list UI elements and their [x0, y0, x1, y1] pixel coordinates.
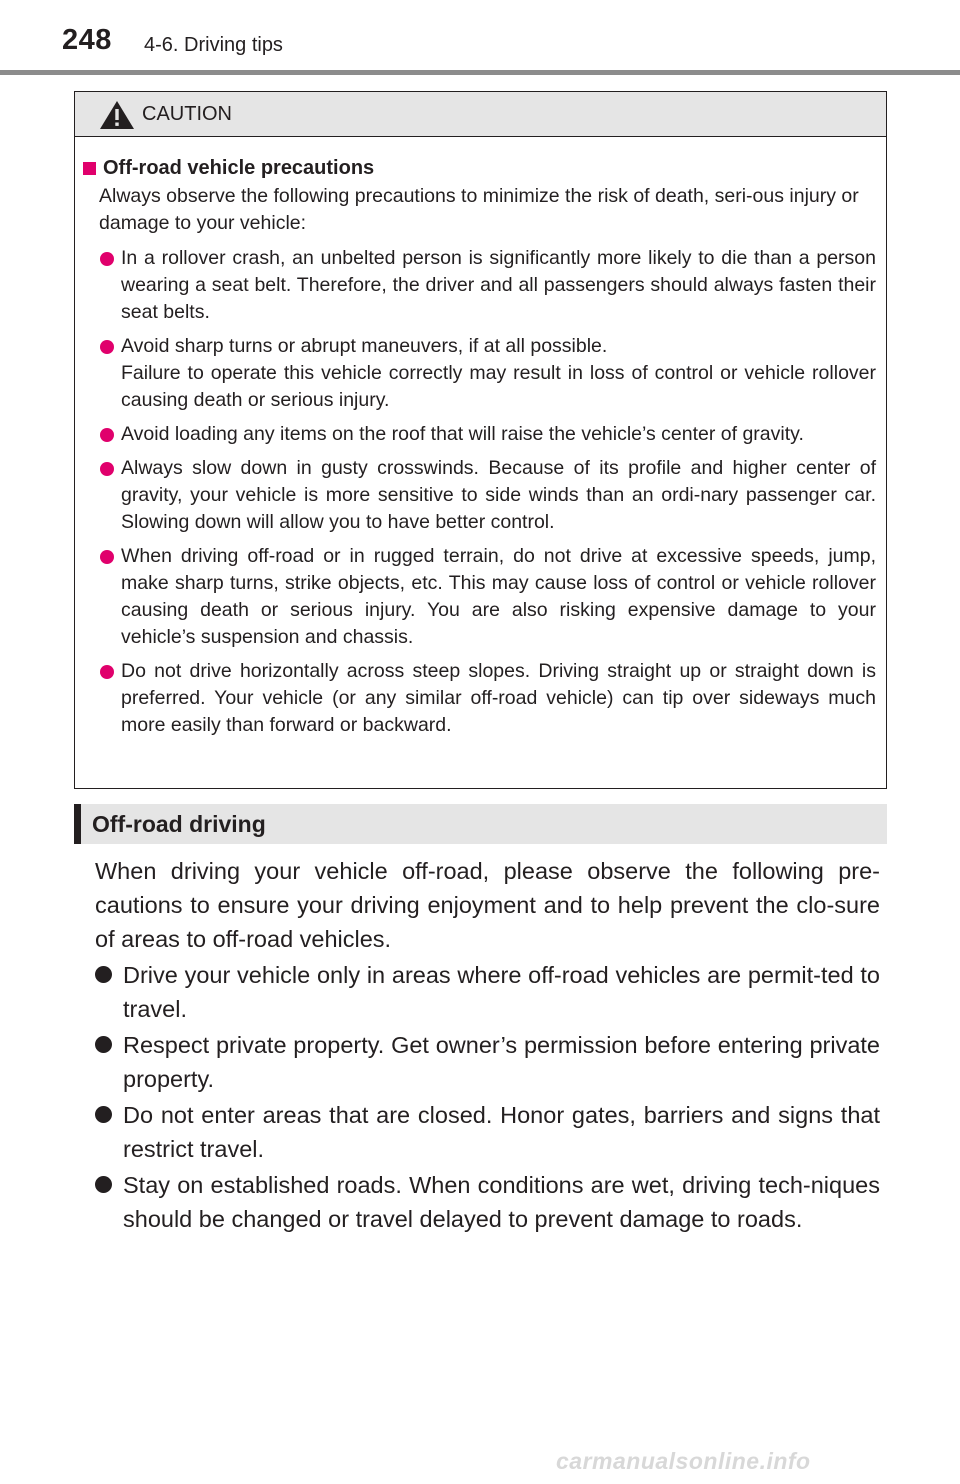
section-intro: When driving your vehicle off-road, please observe the following pre-cautions to ensure your driving enjoyment and to help prevent the clo-sure of areas to off-road vehicles.: [95, 858, 880, 952]
caution-item-text-continued: Failure to operate this vehicle correctly may result in loss of control or vehicle rollover causing death or serious injury.: [121, 362, 876, 411]
section-heading: Off-road driving: [92, 811, 266, 837]
section-list-item: [95, 1098, 880, 1166]
section-list-item: [95, 1028, 880, 1096]
bullet-icon: [95, 966, 112, 983]
section-heading-accent: [74, 804, 81, 844]
caution-list-item: [99, 421, 876, 448]
caution-list-item: [99, 245, 876, 326]
section-list-item: [95, 958, 880, 1026]
section-item-text: Do not enter areas that are closed. Honor gates, barriers and signs that restrict travel.: [123, 1102, 880, 1162]
caution-list-item: [99, 658, 876, 739]
caution-intro: Always observe the following precautions to minimize the risk of death, seri-ous injury or damage to your vehicle:: [99, 185, 859, 234]
bullet-icon: [95, 1036, 112, 1053]
caution-header: [75, 92, 886, 137]
page-number: 248: [62, 24, 112, 56]
caution-box: [74, 91, 887, 789]
circle-bullet-icon: [100, 340, 114, 354]
circle-bullet-icon: [100, 428, 114, 442]
circle-bullet-icon: [100, 462, 114, 476]
bullet-icon: [95, 1106, 112, 1123]
page-header: [0, 0, 960, 80]
section-item-text: Drive your vehicle only in areas where off-road vehicles are permit-ted to travel.: [123, 962, 880, 1022]
warning-triangle-icon: [99, 100, 135, 130]
section-body: [95, 854, 880, 1236]
circle-bullet-icon: [100, 665, 114, 679]
circle-bullet-icon: [100, 252, 114, 266]
caution-item-text: Do not drive horizontally across steep slopes. Driving straight up or straight down is preferred. Your vehicle (or any similar off-road vehicle) can tip over sideways much more easily than forward or backward.: [121, 660, 876, 736]
caution-list: [83, 245, 876, 739]
bullet-icon: [95, 1176, 112, 1193]
section-list-item: [95, 1168, 880, 1236]
watermark: carmanualsonline.info: [556, 1448, 811, 1474]
caution-item-text: Avoid sharp turns or abrupt maneuvers, if at all possible.: [121, 335, 608, 357]
header-divider: [0, 70, 960, 75]
section-title: 4-6. Driving tips: [144, 34, 283, 56]
caution-item-text: When driving off-road or in rugged terrain, do not drive at excessive speeds, jump, make sharp turns, strike objects, etc. This may cause loss of control or vehicle rollover causing death or serious injury. You are also risking expensive damage to your vehicle’s suspension and chassis.: [121, 545, 876, 648]
section-item-text: Stay on established roads. When conditions are wet, driving tech-niques should be changed or travel delayed to prevent damage to roads.: [123, 1172, 880, 1232]
caution-item-text: Avoid loading any items on the roof that will raise the vehicle’s center of gravity.: [121, 423, 804, 445]
caution-list-item: [99, 543, 876, 651]
caution-item-text: Always slow down in gusty crosswinds. Because of its profile and higher center of gravity, your vehicle is more sensitive to side winds than an ordi-nary passenger car. Slowing down will allow you to have better control.: [121, 457, 876, 533]
caution-list-item: [99, 455, 876, 536]
section-list: [95, 958, 880, 1236]
section-item-text: Respect private property. Get owner’s permission before entering private property.: [123, 1032, 880, 1092]
section-heading-bar: [74, 804, 887, 844]
circle-bullet-icon: [100, 550, 114, 564]
caution-item-text: In a rollover crash, an unbelted person is significantly more likely to die than a person wearing a seat belt. Therefore, the driver and all passengers should always fasten their seat belts.: [121, 247, 876, 323]
square-bullet-icon: [83, 162, 96, 175]
caution-subheading: [83, 157, 876, 180]
caution-body: [75, 137, 886, 739]
caution-label: CAUTION: [142, 103, 232, 125]
caution-list-item: [99, 333, 876, 414]
caution-subheading-text: Off-road vehicle precautions: [103, 157, 375, 179]
